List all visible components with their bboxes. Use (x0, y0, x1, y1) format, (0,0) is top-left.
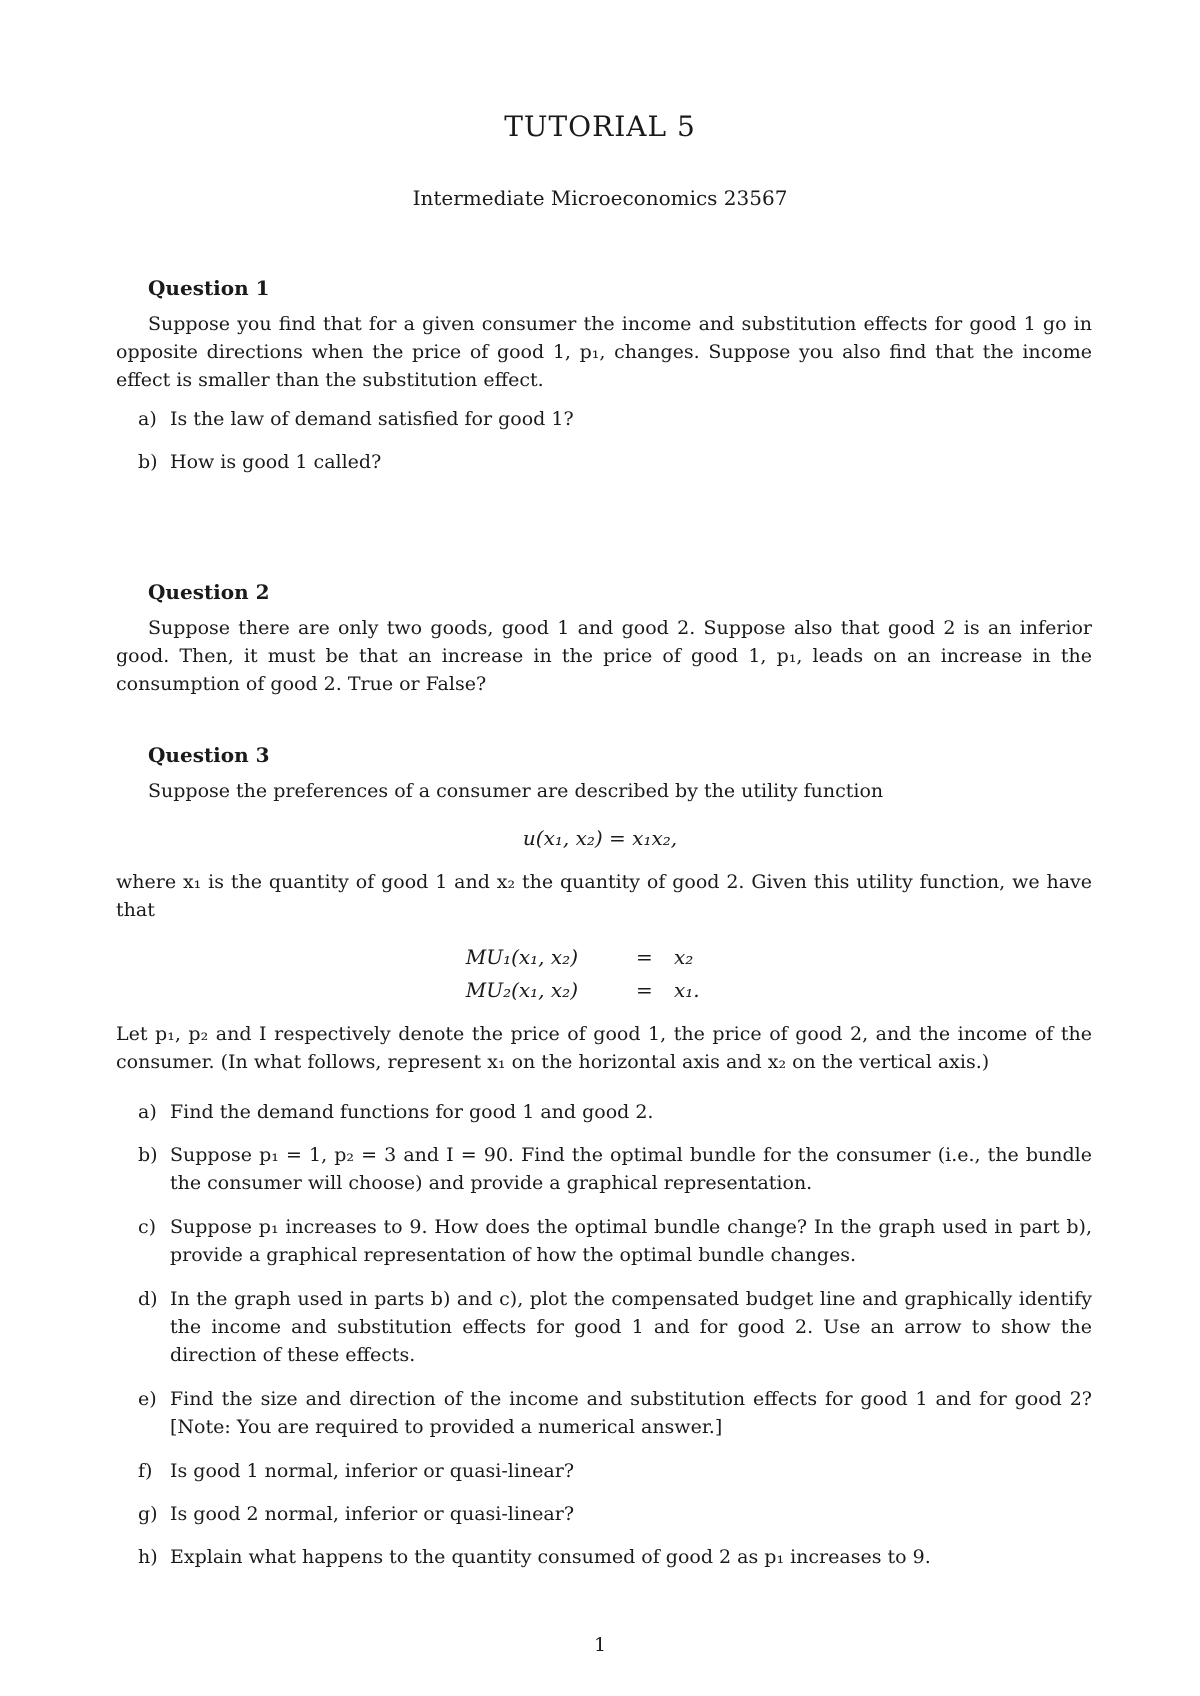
item-text: Is good 2 normal, inferior or quasi-linear? (170, 1503, 575, 1525)
item-text: Find the size and direction of the income and substitution effects for good 1 and for good 2? [Note: You are required to provided a numerical answer.] (170, 1388, 1092, 1438)
utility-function-equation: u(x₁, x₂) = x₁x₂, (522, 826, 678, 850)
item-label: a) (138, 1101, 157, 1123)
equation-operator: = (636, 978, 653, 1002)
item-text: Is the law of demand satisfied for good 1? (170, 408, 574, 430)
item-label: c) (138, 1216, 157, 1238)
item-text: Explain what happens to the quantity consumed of good 2 as p₁ increases to 9. (170, 1546, 931, 1568)
page-number: 1 (593, 1634, 607, 1656)
question-3-after-utility: where x₁ is the quantity of good 1 and x₂ the quantity of good 2. Given this utility function, we have that (116, 871, 1092, 921)
item-label: b) (138, 451, 158, 473)
item-text: Suppose p₁ = 1, p₂ = 3 and I = 90. Find the optimal bundle for the consumer (i.e., the bundle the consumer will choose) and provide a graphical representation. (170, 1144, 1092, 1194)
question-3-heading: Question 3 (148, 743, 270, 767)
item-text: Find the demand functions for good 1 and good 2. (170, 1101, 654, 1123)
question-1-heading: Question 1 (148, 276, 270, 300)
item-label: a) (138, 408, 157, 430)
question-2-body: Suppose there are only two goods, good 1 and good 2. Suppose also that good 2 is an inferior good. Then, it must be that an increase in the price of good 1, p₁, leads on an increase in the consumption of good 2. True or False? (116, 617, 1092, 695)
item-text: How is good 1 called? (170, 451, 382, 473)
equation-rhs: x₂ (674, 945, 694, 969)
item-text: In the graph used in parts b) and c), plot the compensated budget line and graphically identify the income and substitution effects for good 1 and for good 2. Use an arrow to show the direction of these effects. (170, 1288, 1092, 1366)
question-1-body: Suppose you find that for a given consumer the income and substitution effects for good 1 go in opposite directions when the price of good 1, p₁, changes. Suppose you also find that the income effect is smaller than the substitution effect. (116, 313, 1092, 391)
equation-row (0, 978, 1200, 1008)
item-label: d) (138, 1288, 158, 1310)
equation-lhs: MU₂(x₁, x₂) (465, 978, 578, 1002)
item-label: h) (138, 1546, 158, 1568)
item-label: e) (138, 1388, 157, 1410)
question-3-intro: Suppose the preferences of a consumer are described by the utility function (148, 780, 884, 802)
item-label: f) (138, 1460, 153, 1482)
equation-row (0, 945, 1200, 975)
question-3-after-mu: Let p₁, p₂ and I respectively denote the price of good 1, the price of good 2, and the income of the consumer. (In what follows, represent x₁ on the horizontal axis and x₂ on the vertical axis.) (116, 1023, 1092, 1073)
equation-rhs: x₁. (674, 978, 700, 1002)
item-label: g) (138, 1503, 158, 1525)
equation-operator: = (636, 945, 653, 969)
item-text: Suppose p₁ increases to 9. How does the optimal bundle change? In the graph used in part b), provide a graphical representation of how the optimal bundle changes. (170, 1216, 1092, 1266)
question-2-heading: Question 2 (148, 580, 270, 604)
document-title: TUTORIAL 5 (504, 110, 696, 143)
document-subtitle: Intermediate Microeconomics 23567 (412, 186, 788, 210)
item-text: Is good 1 normal, inferior or quasi-linear? (170, 1460, 575, 1482)
equation-lhs: MU₁(x₁, x₂) (465, 945, 578, 969)
item-label: b) (138, 1144, 158, 1166)
